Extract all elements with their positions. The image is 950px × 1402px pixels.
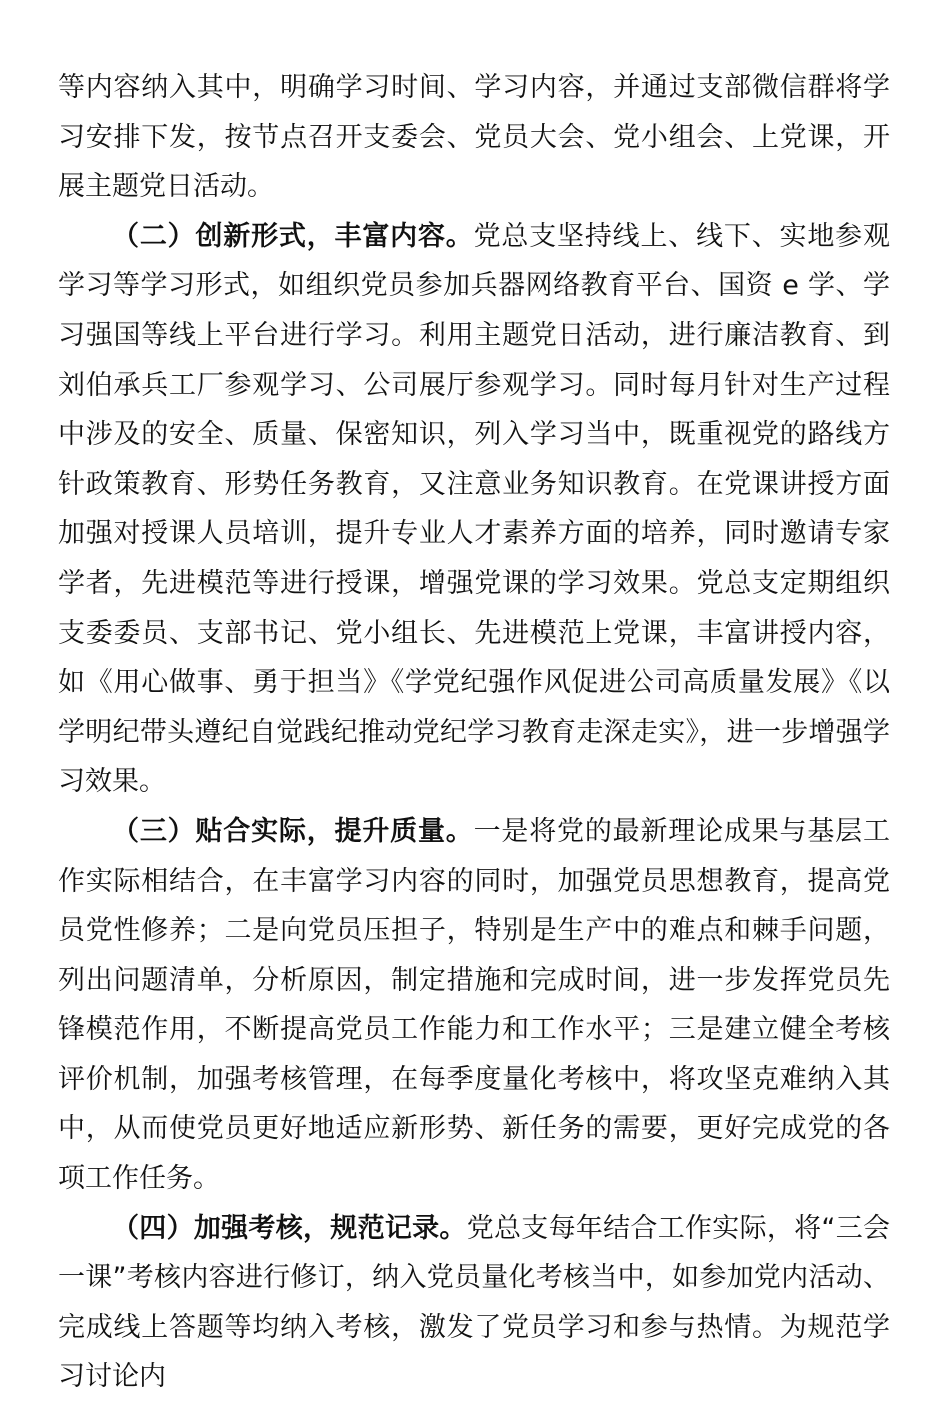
paragraph-section-3 bbox=[58, 807, 890, 1204]
section-heading: （四）加强考核，规范记录。 bbox=[112, 1212, 467, 1244]
paragraph-text: 一是将党的最新理论成果与基层工作实际相结合，在丰富学习内容的同时，加强党员思想教育，提高党员党性修养；二是向党员压担子，特别是生产中的难点和棘手问题，列出问题清单，分析原因，制定措施和完成时间，进一步发挥党员先锋模范作用，不断提高党员工作能力和工作水平；三是建立健全考核评价机制，加强考核管理，在每季度量化考核中，将攻坚克难纳入其中，从而使党员更好地适应新形势、新任务的需要，更好完成党的各项工作任务。 bbox=[58, 815, 891, 1195]
paragraph-text: 党总支每年结合工作实际，将“三会一课”考核内容进行修订，纳入党员量化考核当中，如参加党内活动、完成线上答题等均纳入考核，激发了党员学习和参与热情。为规范学习讨论内 bbox=[58, 1212, 890, 1393]
paragraph-continuation bbox=[58, 63, 890, 212]
section-heading: （三）贴合实际，提升质量。 bbox=[112, 815, 474, 847]
paragraph-text: 等内容纳入其中，明确学习时间、学习内容，并通过支部微信群将学习安排下发，按节点召开支委会、党员大会、党小组会、上党课，开展主题党日活动。 bbox=[58, 72, 890, 203]
paragraph-section-2 bbox=[58, 212, 890, 807]
paragraph-section-4 bbox=[58, 1204, 890, 1402]
section-heading: （二）创新形式，丰富内容。 bbox=[112, 220, 474, 252]
paragraph-text: 党总支坚持线上、线下、实地参观学习等学习形式，如组织党员参加兵器网络教育平台、国资 e 学、学习强国等线上平台进行学习。利用主题党日活动，进行廉洁教育、到刘伯承兵工厂参观学习、公司展厅参观学习。同时每月针对生产过程中涉及的安全、质量、保密知识，列入学习当中，既重视党的路线方针政策教育、形势任务教育，又注意业务知识教育。在党课讲授方面加强对授课人员培训，提升专业人才素养方面的培养，同时邀请专家学者，先进模范等进行授课，增强党课的学习效果。党总支定期组织支委委员、支部书记、党小组长、先进模范上党课，丰富讲授内容，如《用心做事、勇于担当》《学党纪强作风促进公司高质量发展》《以学明纪带头遵纪自觉践纪推动党纪学习教育走深走实》，进一步增强学习效果。 bbox=[58, 220, 891, 798]
